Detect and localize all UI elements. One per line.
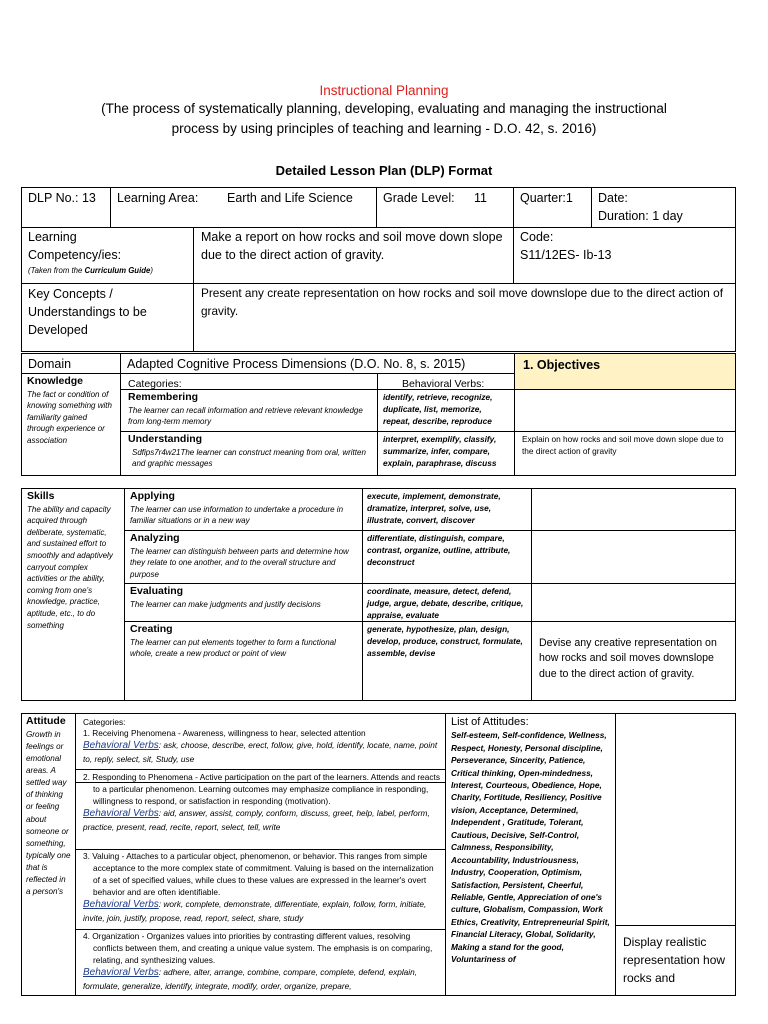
creating-verbs-cell [362, 621, 532, 701]
remembering-verbs-cell [377, 389, 515, 432]
competency-text-cell [193, 227, 514, 284]
skills-title: Skills [27, 490, 55, 502]
key-concepts-text-cell [193, 283, 736, 352]
grade-level-label: Grade Level: [383, 191, 455, 205]
attitude-objective: Display realistic representation how rocks and [623, 935, 726, 985]
knowledge-domain-cell [21, 373, 121, 476]
attitude-title: Attitude [26, 715, 66, 727]
applying-verbs: execute, implement, demonstrate, dramatize, interpret, solve, use, illustrate, convert, discover [367, 491, 501, 526]
attitude-item-3-head: 3. Valuing - Attaches to a particular object, phenomenon, or behavior. This ranges from simple acceptance to the more complex state of commitment. Valuing is based on the internalization of a set of specified values, while clues to these values are expressed in the learner's overt behavior and are often identifiable. [83, 851, 434, 898]
verbs-header-cell [377, 373, 515, 390]
creating-cell [124, 621, 363, 701]
attitude-domain-cell [21, 713, 76, 996]
evaluating-verbs: coordinate, measure, detect, defend, judge, argue, debate, describe, critique, appraise, evaluate [367, 586, 524, 621]
applying-verbs-cell [362, 488, 532, 531]
skills-desc: The ability and capacity acquired through deliberate, systematic, and sustained effort to smoothly and adaptively carryout complex activities or the ability, coming from one's knowledge, practice, aptitude, etc., to do something [27, 504, 113, 630]
remembering-cell [120, 389, 378, 432]
analyzing-verbs-cell [362, 530, 532, 584]
evaluating-cell [124, 583, 363, 622]
date-cell [591, 187, 736, 228]
creating-title: Creating [130, 623, 173, 635]
knowledge-title: Knowledge [27, 375, 84, 387]
objectives-header-cell [514, 353, 736, 390]
domain-label: Domain [28, 357, 72, 371]
evaluating-verbs-cell [362, 583, 532, 622]
date-label: Date: [598, 191, 628, 205]
skills-domain-cell [21, 488, 125, 701]
analyzing-objective-cell [531, 530, 736, 584]
key-concepts-text: Present any create representation on how rocks and soil move downslope due to the direct action of gravity. [201, 286, 723, 318]
competency-label-2: Competency/ies: [28, 247, 122, 262]
analyzing-title: Analyzing [130, 532, 180, 544]
code-cell [513, 227, 736, 284]
attitude-item-4-head: 4. Organization - Organizes values into priorities by contrasting different values, resolving conflicts between them, and creating a unique value system. The emphasis is on comparing, relating, and synthesizing values. [83, 931, 433, 966]
quarter: Quarter:1 [520, 191, 573, 205]
attitude-item-3-verbs: Behavioral Verbs: work, complete, demonstrate, differentiate, explain, follow, form, initiate, invite, join, justify, propose, read, report, select, share, study [83, 899, 427, 923]
attitude-list-label: List of Attitudes: [451, 716, 529, 728]
attitude-item-2-verbs: Behavioral Verbs: aid, answer, assist, comply, conform, discuss, greet, help, label, perform, practice, present, read, recite, report, select, tell, write [83, 808, 430, 832]
attitude-categories-label: Categories: [83, 717, 126, 727]
format-title: Detailed Lesson Plan (DLP) Format [275, 163, 493, 178]
remembering-desc: The learner can recall information and retrieve relevant knowledge from long-term memory [128, 405, 363, 427]
analyzing-desc: The learner can distinguish between parts and determine how they relate to one another, and to the overall structure and purpose [130, 546, 349, 579]
learning-area-label: Learning Area: [117, 191, 199, 205]
attitude-objective-cell [615, 925, 736, 996]
remembering-verbs: identify, retrieve, recognize, duplicate, list, memorize, repeat, describe, reproduce [383, 392, 493, 427]
remembering-title: Remembering [128, 391, 199, 403]
key-concepts-label-cell [21, 283, 194, 352]
understanding-cell [120, 431, 378, 476]
page-title: Instructional Planning [319, 83, 449, 98]
understanding-desc: Sdfips7r4w21The learner can construct meaning from oral, written and graphic messages [132, 447, 366, 469]
verbs-label: Behavioral Verbs: [402, 378, 485, 390]
code-value: S11/12ES- Ib-13 [520, 247, 612, 262]
dlp-no: DLP No.: 13 [28, 191, 96, 205]
understanding-verbs-cell [377, 431, 515, 476]
dimensions-header-cell [120, 353, 515, 374]
categories-label: Categories: [128, 378, 182, 390]
attitude-item-4-verbs: Behavioral Verbs: adhere, alter, arrange, combine, compare, complete, defend, explain, formulate, generalize, identify, integrate, modify, order, organize, prepare, [83, 967, 418, 991]
attitude-list-cell [445, 713, 616, 996]
objectives-label: 1. Objectives [523, 358, 601, 372]
attitude-item-3 [76, 849, 445, 930]
knowledge-desc: The fact or condition of knowing something with familiarity gained through experience or association [27, 389, 112, 446]
code-label: Code: [520, 230, 554, 244]
evaluating-desc: The learner can make judgments and justify decisions [130, 599, 321, 609]
applying-desc: The learner can use information to undertake a procedure in familiar situations or in a new way [130, 504, 344, 526]
quarter-cell [513, 187, 592, 228]
understanding-objective-cell [514, 431, 736, 476]
applying-title: Applying [130, 490, 175, 502]
competency-text: Make a report on how rocks and soil move down slope due to the direct action of gravity. [201, 230, 503, 262]
attitude-item-1-verbs: Behavioral Verbs: ask, choose, describe, erect, follow, give, hold, identify, locate, name, point to, reply, select, sit, Study, use [83, 740, 438, 764]
understanding-title: Understanding [128, 433, 203, 445]
evaluating-title: Evaluating [130, 585, 184, 597]
attitude-desc: Growth in feelings or emotional areas. A settled way of thinking or feeling about someone or something, typically one that is reflected in a person's [26, 729, 71, 897]
creating-objective-cell [531, 621, 736, 701]
duration: Duration: 1 day [598, 208, 683, 223]
creating-verbs: generate, hypothesize, plan, design, develop, produce, construct, formulate, assemble, devise [367, 624, 523, 659]
dimensions-label: Adapted Cognitive Process Dimensions (D.O. No. 8, s. 2015) [127, 357, 466, 371]
competency-label-cell [21, 227, 194, 284]
key-concepts-label: Key Concepts / Understandings to be Developed [28, 287, 147, 337]
attitude-categories-cell [75, 713, 446, 996]
attitude-item-2 [76, 769, 445, 850]
learning-area-cell [110, 187, 377, 228]
grade-level-cell [376, 187, 514, 228]
understanding-objective: Explain on how rocks and soil move down slope due to the direct action of gravity [522, 434, 724, 457]
applying-objective-cell [531, 488, 736, 531]
evaluating-objective-cell [531, 583, 736, 622]
analyzing-verbs: differentiate, distinguish, compare, contrast, organize, outline, attribute, deconstruct [367, 533, 511, 568]
categories-header-cell [120, 373, 378, 390]
attitude-list: Self-esteem, Self-confidence, Wellness, Respect, Honesty, Personal discipline, Perseverance, Sincerity, Patience, Critical thinking, Open-mindedness, Interest, Courteous, Obedience, Hope, Charity, Fortitude, Resiliency, Positive vision, Acceptance, Determined, Independent , Gratitude, Tolerant, Cautious, Decisive, Self-Control, Calmness, Responsibility, Accountability, Industriousness, Industry, Cooperation, Optimism, Satisfaction, Persistent, Cheerful, Reliable, Gentle, Appreciation of one's culture, Globalism, Compassion, Work Ethics, Creativity, Entrepreneurial Spirit, Financial Literacy, Global, Solidarity, Making a stand for the good, Voluntariness of [451, 730, 610, 965]
remembering-objective-cell [514, 389, 736, 432]
competency-note: (Taken from the Curriculum Guide) [28, 265, 153, 275]
attitude-item-2-head: 2. Responding to Phenomena - Active participation on the part of the learners. Attends and reacts to a particular phenomenon. Learning outcomes may emphasize compliance in responding, willingness to respond, or satisfaction in responding (motivation). [83, 772, 440, 807]
subtitle-line-1: (The process of systematically planning, developing, evaluating and managing the instructional [101, 101, 667, 116]
dlp-no-cell [21, 187, 111, 228]
attitude-objective-top-cell [615, 713, 736, 926]
grade-level-value: 11 [474, 191, 487, 205]
applying-cell [124, 488, 363, 531]
learning-area-value: Earth and Life Science [227, 191, 353, 205]
attitude-item-1-head: 1. Receiving Phenomena - Awareness, willingness to hear, selected attention [83, 728, 366, 738]
creating-desc: The learner can put elements together to form a functional whole, create a new product or point of view [130, 637, 336, 659]
competency-label-1: Learning [28, 230, 77, 244]
attitude-item-4 [76, 929, 445, 995]
understanding-verbs: interpret, exemplify, classify, summarize, infer, compare, explain, paraphrase, discuss [383, 434, 497, 469]
subtitle-line-2: process by using principles of teaching and learning - D.O. 42, s. 2016) [171, 121, 597, 136]
domain-header-cell [21, 353, 121, 374]
creating-objective: Devise any creative representation on how rocks and soil moves downslope due to the direct action of gravity. [539, 637, 717, 680]
analyzing-cell [124, 530, 363, 584]
